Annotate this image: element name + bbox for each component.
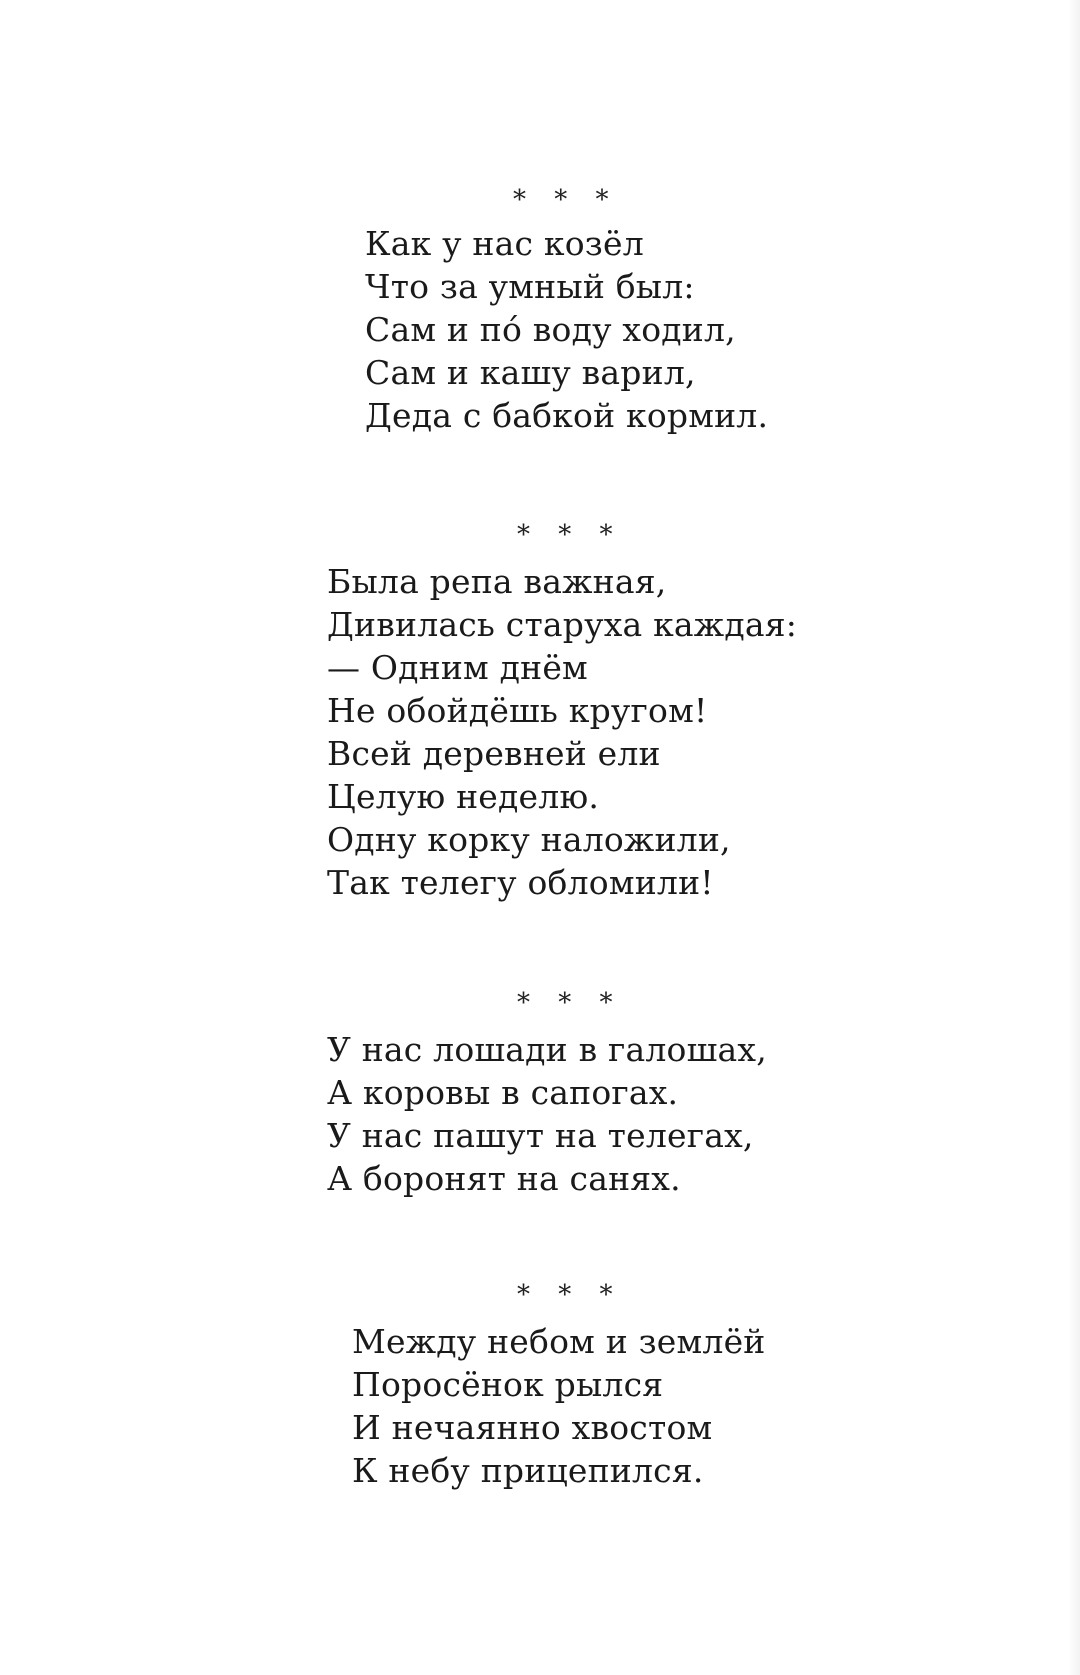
poem-line: Так телегу обломили! <box>327 863 714 902</box>
poem-line: Между небом и землёй <box>352 1322 766 1361</box>
stanza-3 <box>327 1028 767 1200</box>
poem-line: Не обойдёшь кругом! <box>327 691 708 730</box>
poem-line: Поросёнок рылся <box>352 1365 664 1404</box>
stanza-1 <box>365 222 768 437</box>
poem-line: Всей деревней ели <box>327 734 661 773</box>
poem-line: Как у нас козёл <box>365 224 644 263</box>
page-edge-shadow <box>1068 0 1080 1675</box>
poem-line: Дивилась старуха каждая: <box>327 605 798 644</box>
poem-line: Деда с бабкой кормил. <box>365 396 769 435</box>
poem-line: А боронят на санях. <box>327 1159 681 1198</box>
poem-line: Целую неделю. <box>327 777 600 816</box>
poem-line: Что за умный был: <box>365 267 695 306</box>
poem-line: И нечаянно хвостом <box>352 1408 713 1447</box>
poem-line: А коровы в сапогах. <box>327 1073 679 1112</box>
stanza-2 <box>327 560 797 904</box>
poem-line: Сам и по́ воду ходил, <box>365 310 736 349</box>
poem-line: К небу прицепился. <box>352 1451 704 1490</box>
stanza-separator: * * * <box>517 988 623 1018</box>
poem-line: — Одним днём <box>327 648 588 687</box>
stanza-separator: * * * <box>513 185 619 215</box>
poem-line: Одну корку наложили, <box>327 820 731 859</box>
poem-line: Сам и кашу варил, <box>365 353 696 392</box>
stanza-4 <box>352 1320 766 1492</box>
stanza-separator: * * * <box>517 520 623 550</box>
poem-line: Была репа важная, <box>327 562 667 601</box>
poem-line: У нас лошади в галошах, <box>327 1030 767 1069</box>
poem-line: У нас пашут на телегах, <box>327 1116 754 1155</box>
stanza-separator: * * * <box>517 1280 623 1310</box>
